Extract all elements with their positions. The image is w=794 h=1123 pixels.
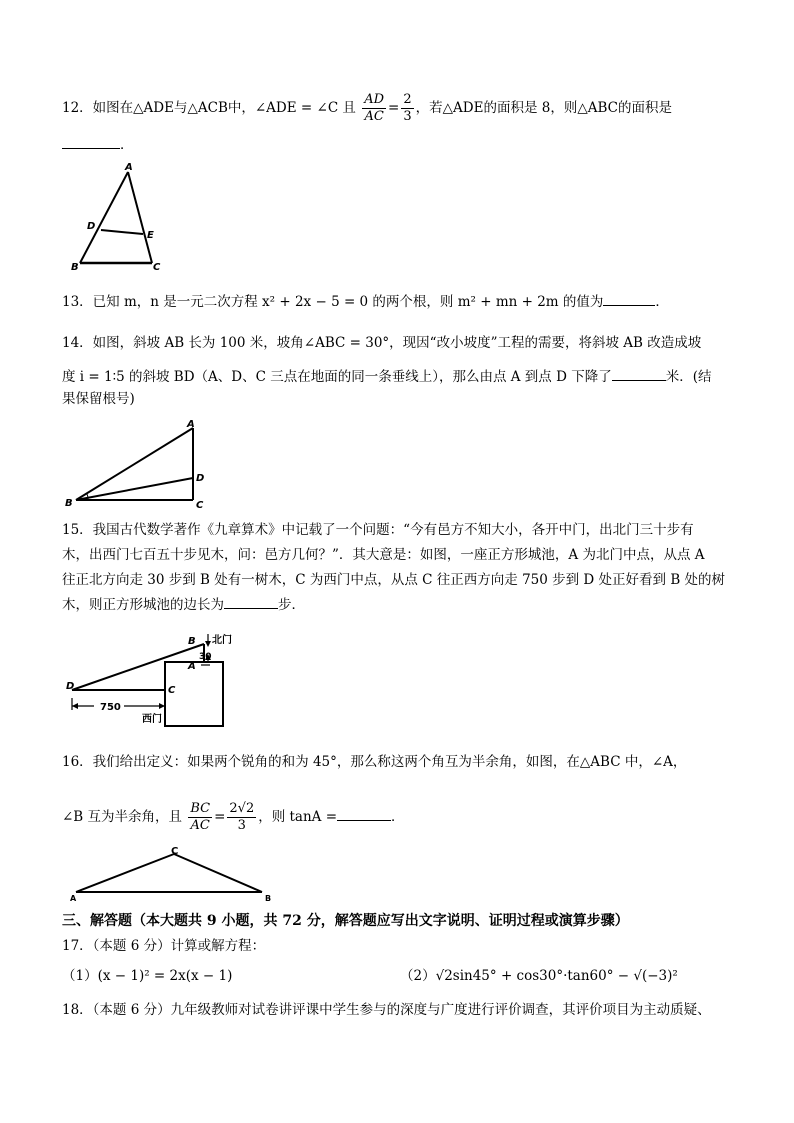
- q12-label-b: B: [71, 262, 79, 273]
- q12-triangle-figure: [70, 160, 170, 275]
- q12-answer-blank[interactable]: [62, 134, 120, 149]
- q13-answer-blank[interactable]: [603, 291, 655, 306]
- q16-answer-blank[interactable]: [337, 806, 391, 821]
- q17-part2: （2）√2sin45° + cos30°·tan60° − √(−3)²: [400, 968, 678, 984]
- q14-answer-blank[interactable]: [612, 366, 666, 381]
- q15-city-figure: [62, 630, 262, 730]
- q14-line2: 度 i = 1∶5 的斜坡 BD（A、D、C 三点在地面的同一条垂线上），那么由点 A 到点 D 下降了 米．(结: [62, 366, 711, 387]
- q17-part1: （1）(x − 1)² = 2x(x − 1): [62, 968, 233, 984]
- q12-label-c: C: [153, 262, 161, 273]
- q15-line1: 15．我国古代数学著作《九章算术》中记载了一个问题：“今有邑方不知大小，各开中门，出北门三十步有: [62, 522, 694, 538]
- q15-label-north-gate: 北门: [212, 635, 232, 646]
- q15-label-750: 750: [100, 702, 121, 713]
- q12-stem: 12．如图在△ADE与△ACB中，∠ADE = ∠C 且 $\frac{AD}{AC}$ = $\frac{2}{3}$ ，若△ADE的面积是 8，则△ABC的面积是: [62, 92, 672, 124]
- section3-title: 三、解答题（本大题共 9 小题，共 72 分，解答题应写出文字说明、证明过程或演算步骤）: [62, 913, 629, 929]
- q14-label-c: C: [196, 500, 204, 510]
- q12-label-e: E: [147, 230, 154, 241]
- q14-line1: 14．如图，斜坡 AB 长为 100 米，坡角∠ABC = 30°，现因“改小坡度”工程的需要，将斜坡 AB 改造成坡: [62, 335, 702, 351]
- q13-stem: 13．已知 m，n 是一元二次方程 x² + 2x − 5 = 0 的两个根，则 m² + mn + 2m 的值为 ．: [62, 291, 669, 312]
- q17-head: 17．（本题 6 分）计算或解方程：: [62, 938, 266, 954]
- q15-label-a: A: [188, 661, 196, 672]
- q14-label-b: B: [65, 498, 73, 509]
- q12-answer-line: ．: [62, 134, 134, 155]
- q16-label-c: C: [171, 846, 179, 857]
- q16-label-b: B: [265, 894, 272, 902]
- q16-line1: 16．我们给出定义：如果两个锐角的和为 45°，那么称这两个角互为半余角，如图，在△ABC 中，∠A，: [62, 754, 687, 770]
- q16-fraction-value: $\frac{2√2}{3}$: [229, 801, 255, 833]
- q15-label-30: 30: [199, 652, 212, 662]
- q15-line2: 木，出西门七百五十步见木，问：邑方几何？”．其大意是：如图，一座正方形城池，A 为北门中点，从点 A: [62, 547, 705, 563]
- q15-line3: 往正北方向走 30 步到 B 处有一树木，C 为西门中点，从点 C 往正西方向走 750 步到 D 处正好看到 B 处的树: [62, 572, 726, 588]
- q16-triangle-figure: [62, 842, 282, 902]
- q12-fraction-ad-ac: $\frac{AD}{AC}$: [364, 92, 385, 124]
- q12-label-d: D: [87, 221, 96, 232]
- q14-label-d: D: [196, 473, 205, 484]
- q15-answer-blank[interactable]: [224, 594, 278, 609]
- q12-fraction-two-thirds: $\frac{2}{3}$: [403, 92, 412, 124]
- q14-slope-figure: [62, 418, 212, 510]
- q16-fraction-bc-ac: $\frac{BC}{AC}$: [190, 801, 211, 833]
- q15-label-d: D: [66, 681, 75, 692]
- q16-label-a: A: [70, 894, 77, 902]
- q15-line4: 木，则正方形城池的边长为 步．: [62, 594, 305, 615]
- q14-label-a: A: [187, 419, 195, 430]
- q18-stem: 18．（本题 6 分）九年级教师对试卷讲评课中学生参与的深度与广度进行评价调查，其评价项目为主动质疑、: [62, 1002, 711, 1018]
- q14-line3: 果保留根号): [62, 391, 135, 407]
- q16-line2: ∠B 互为半余角，且 $\frac{BC}{AC}$ = $\frac{2√2}{3}$ ，则 tanA = ．: [62, 801, 405, 833]
- q15-label-west-gate: 西门: [142, 714, 162, 725]
- q15-label-c: C: [168, 685, 176, 696]
- q15-label-b: B: [188, 636, 196, 647]
- q12-label-a: A: [125, 162, 133, 173]
